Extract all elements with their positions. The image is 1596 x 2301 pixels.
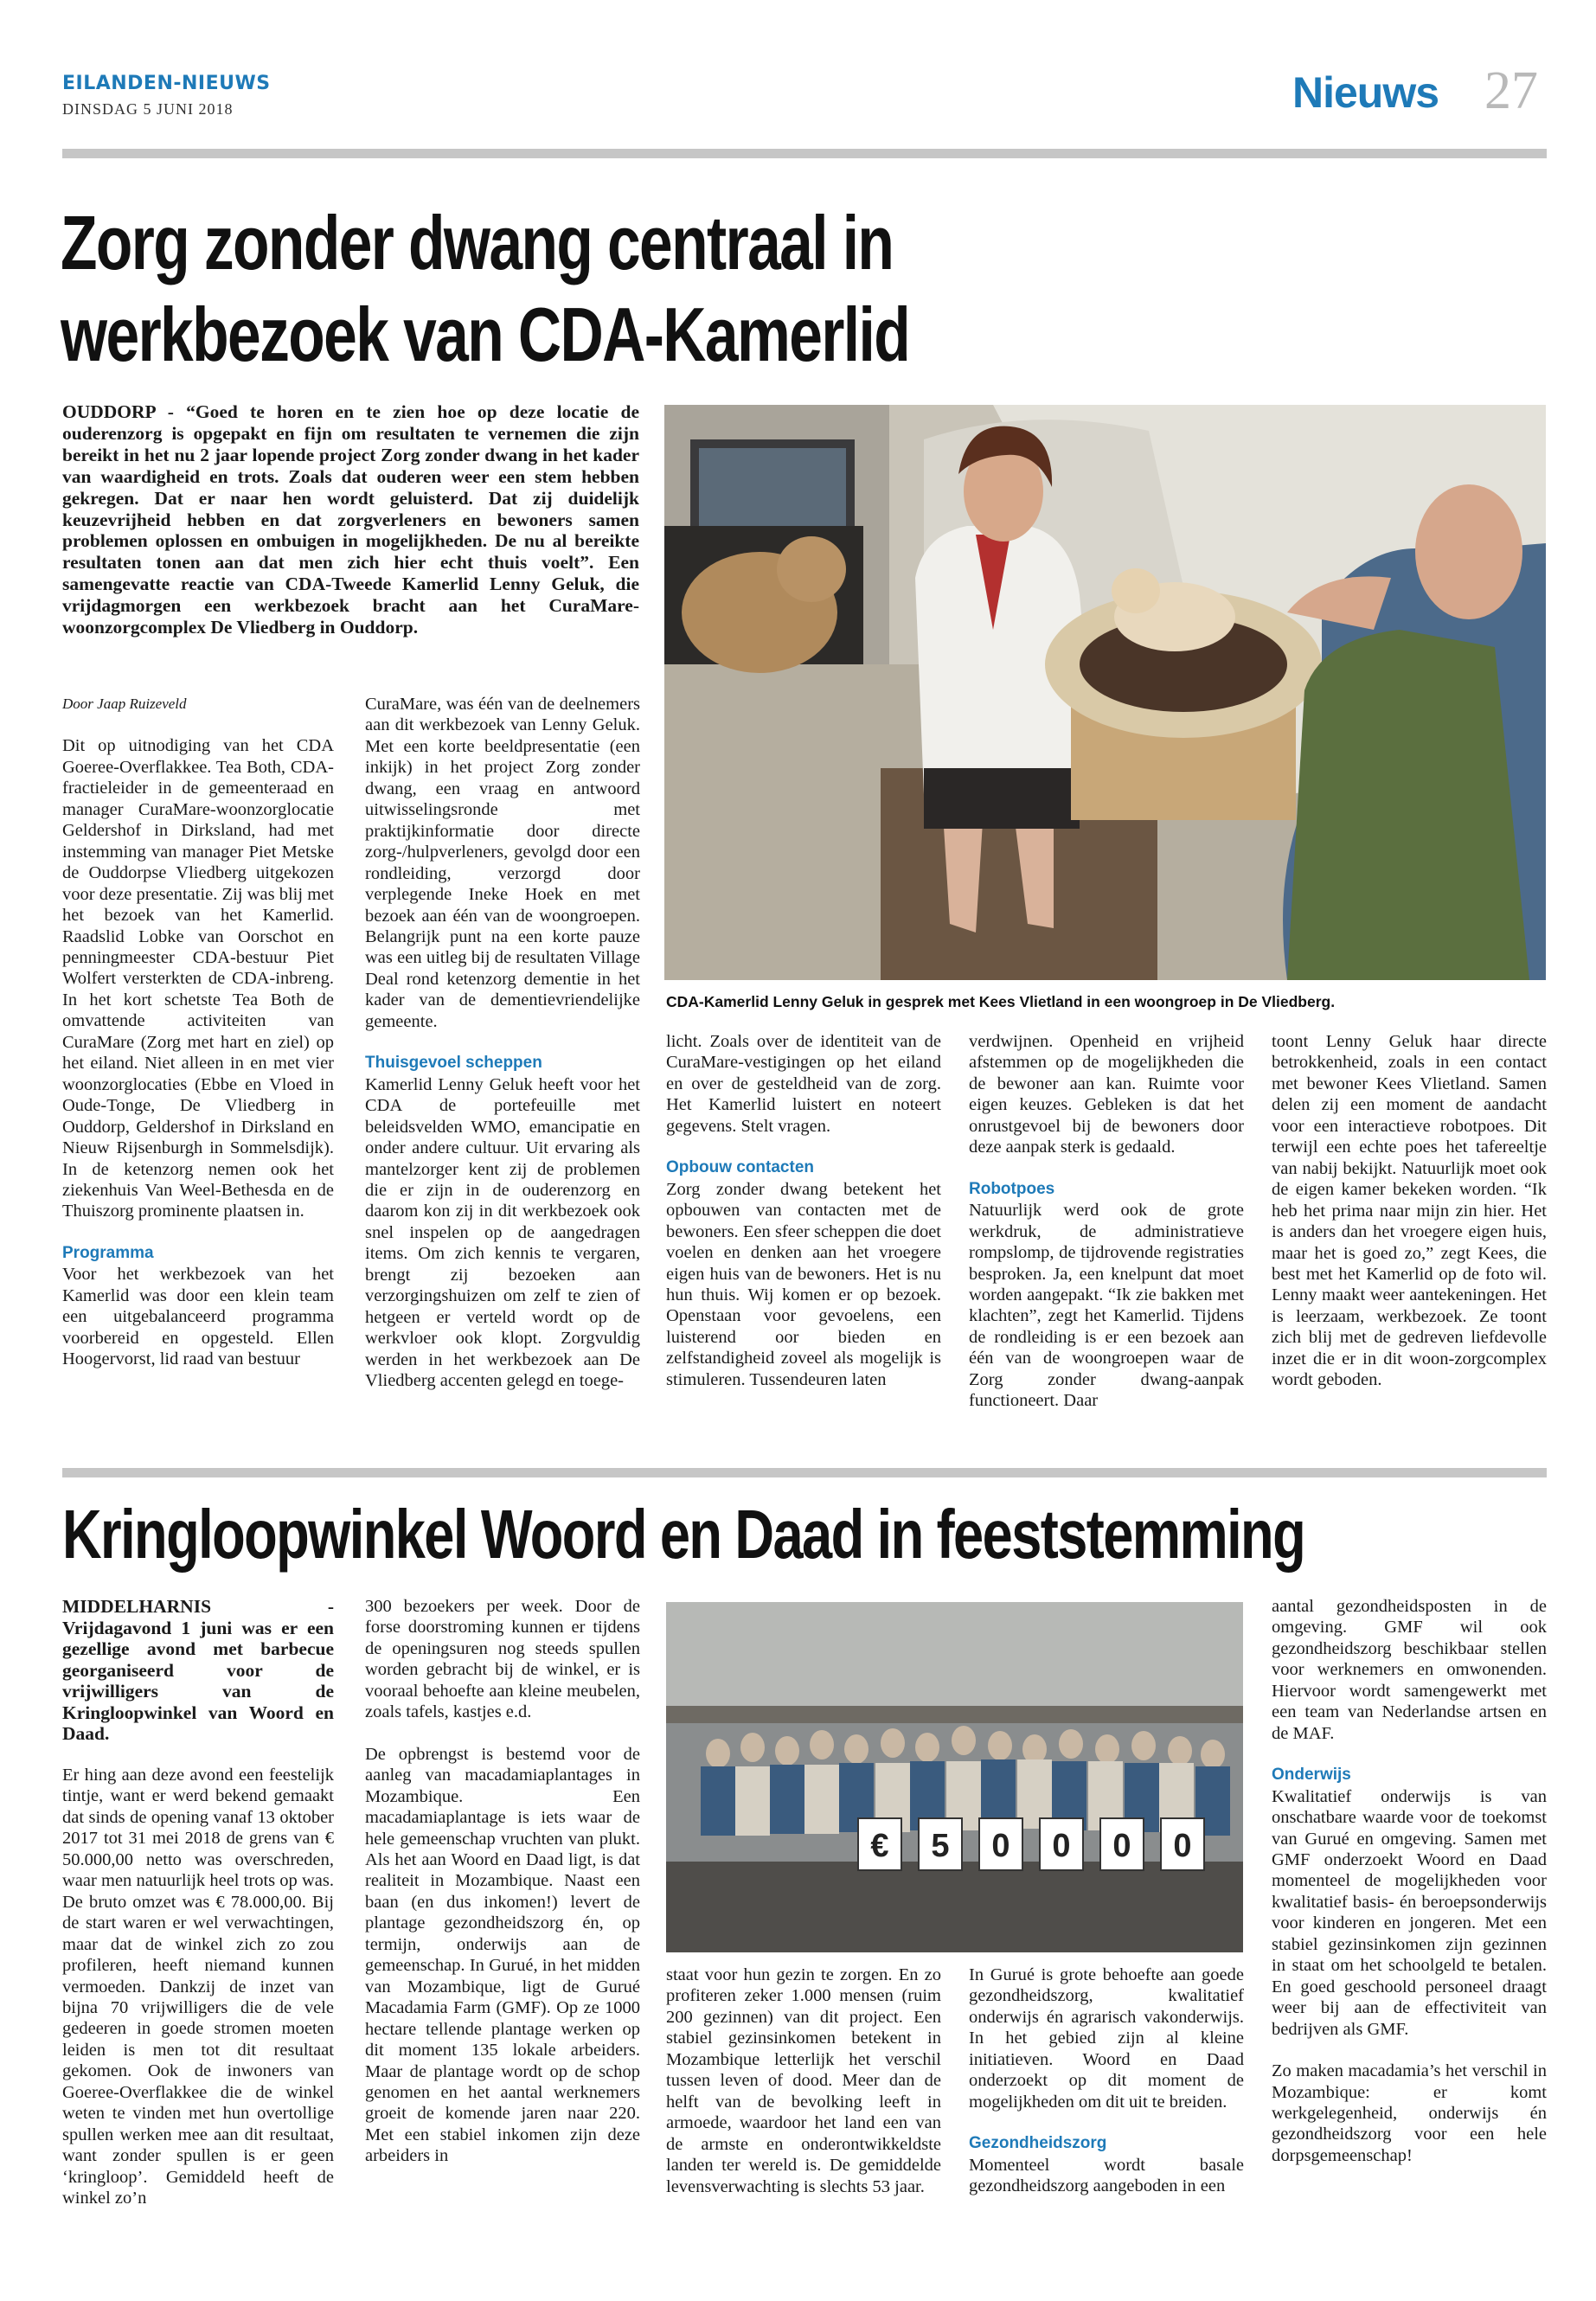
headline-line-1: Zorg zonder dwang centraal in xyxy=(61,200,894,285)
page-number: 27 xyxy=(1484,61,1538,120)
body-paragraph: staat voor hun gezin te zorgen. En zo profiteren zeker 1.000 mensen (ruim 200 gezinnen) van dit project. Een stabiel gezinsinkomen betekent in Mozambique letterlijk het verschil tussen leven of dood. Meer dan de helft van de bevolking leeft in armoede, waardoor het land een van de armste en onderontwikkeldste landen ter wereld is. De gemiddelde levensverwachting is slechts 53 jaar. xyxy=(666,1965,941,2196)
article2-column-1 xyxy=(62,1765,334,2209)
newspaper-logo: EILANDEN-NIEUWS xyxy=(62,73,271,94)
body-paragraph: aantal gezondheidsposten in de omgeving. GMF wil ook gezondheidszorg beschikbaar stellen voor werknemers en omwonenden. Hiervoor wordt samengewerkt met een team van Nederlandse artsen en de MAF. xyxy=(1272,1597,1547,1743)
body-paragraph: licht. Zoals over de identiteit van de CuraMare-vestigingen op het eiland en over de gesteldheid van de zorg. Het Kamerlid luistert en noteert gegevens. Stelt vragen. xyxy=(666,1032,941,1136)
article1-headline xyxy=(61,197,1135,381)
article1-column-5 xyxy=(1272,1031,1547,1391)
sign-digit: 5 xyxy=(931,1828,950,1864)
issue-date: DINSDAG 5 JUNI 2018 xyxy=(62,100,234,118)
body-paragraph: Kamerlid Lenny Geluk heeft voor het CDA de portefeuille met beleidsvelden WMO, emancipatie en onder andere cultuur. Uit ervaring als mantelzorger kent zij de problemen die er zijn in de ouderenzorg en daarom kon zij in dit werkbezoek ook snel inspelen op de aangedragen items. Om zich kennis te vergaren, brengt zij bezoeken aan verzorgingshuizen om zelf te zien of hetgeen er verteld wordt op de werkvloer ook klopt. Zorgvuldig werden in het werkbezoek aan De Vliedberg accenten gelegd en toege- xyxy=(365,1074,640,1391)
body-paragraph: CuraMare, was één van de deelnemers aan dit werkbezoek van Lenny Geluk. Met een korte beeldpresentatie (een inkijk) in het project Zorg zonder dwang, een vraag en antwoord uitwisselingsronde met praktijkinformatie door directe zorg-/hulpverleners, gevolgd door een rondleiding, verzorgd door verplegende Ineke Hoek en met bezoek aan één van de woongroepen. Belangrijk punt na een korte pauze was een uitleg bij de resultaten Village Deal rond ketenzorg dementie in het kader van de dementievriendelijke gemeente. xyxy=(365,695,640,1031)
body-paragraph: Er hing aan deze avond een feestelijk tintje, want er werd bekend gemaakt dat sinds de opening vanaf 13 oktober 2017 tot 31 mei 2018 de grens van € 50.000,00 netto was overschreden, waar men natuurlijk heel trots op was. De bruto omzet was € 78.000,00. Bij de start waren er wel verwachtingen, maar dat de winkel zich zo zou profileren, heeft niemand kunnen vermoeden. Dankzij de inzet van bijna 70 vrijwilligers die de vele gedeeren in goede stromen moeten leiden is men tot dit resultaat gekomen. Ook de inwoners van Goeree-Overflakkee die de winkel weten te vinden met hun overtollige spullen werken mee aan dit resultaat, want zonder spullen is er geen ‘kringloop’. Gemiddeld heeft de winkel zo’n xyxy=(62,1766,334,2208)
photo-visit-robotcat xyxy=(664,405,1546,980)
lead-paragraph: MIDDELHARNIS - Vrijdagavond 1 juni was er een gezellige avond met barbecue georganiseerd voor de vrijwilligers van de Kringloopwinkel van Woord en Daad. xyxy=(62,1596,334,1744)
article1-column-3 xyxy=(666,1031,941,1390)
photo-volunteers-group xyxy=(666,1602,1243,1952)
body-paragraph: Zo maken macadamia’s het verschil in Mozambique: er komt werkgelegenheid, onderwijs én gezondheidszorg voor een hele dorpsgemeenschap! xyxy=(1272,2061,1547,2165)
article1-column-1 xyxy=(62,694,334,1370)
subheading-robotpoes: Robotpoes xyxy=(969,1179,1055,1198)
article1-column-2 xyxy=(365,694,640,1392)
subheading-programma: Programma xyxy=(62,1243,154,1262)
lead-paragraph: OUDDORP - “Goed te horen en te zien hoe op deze locatie de ouderenzorg is opgepakt en fijn om resultaten te vernemen die zijn bereikt in het nu 2 jaar lopende project Zorg zonder dwang in het kader van waardigheid en trots. Zoals dat ouderen weer een stem hebben gekregen. Dat er naar hen wordt geluisterd. Dat zij duidelijk keuzevrijheid hebben en dat zorgverleners en bewoners samen problemen oplossen en ombuigen in mogelijkheden. De nu al bereikte resultaten tonen aan dat men zich hier echt thuis voelt”. Een samengevatte reactie van CDA-Tweede Kamerlid Lenny Geluk, die vrijdagmorgen een werkbezoek bracht aan het CuraMare-woonzorgcomplex De Vliedberg in Ouddorp. xyxy=(62,401,639,638)
headline-line-2: werkbezoek van CDA-Kamerlid xyxy=(61,292,910,377)
article2-photo xyxy=(666,1602,1243,1952)
sign-digit: 0 xyxy=(991,1828,1010,1864)
subheading-thuisgevoel: Thuisgevoel scheppen xyxy=(365,1054,542,1073)
subheading-gezondheidszorg: Gezondheidszorg xyxy=(969,2134,1107,2153)
sign-digit: € xyxy=(870,1828,889,1864)
body-paragraph: Voor het werkbezoek van het Kamerlid was door een klein team een uitgebalanceerd programma voorbereid en opgesteld. Ellen Hoogervorst, lid raad van bestuur xyxy=(62,1265,334,1369)
article2-headline xyxy=(62,1494,1596,1575)
header-rule xyxy=(62,149,1547,158)
body-paragraph: Zorg zonder dwang betekent het opbouwen van contacten met de bewoners. Een sfeer scheppen die doet voelen en denken aan het vroegere eigen huis van de bewoners. Het is nu hun thuis. Wij komen er op bezoek. Openstaan voor gevoelens, een luisterend oor bieden en zelfstandigheid zoveel als mogelijk is stimuleren. Tussendeuren laten xyxy=(666,1179,941,1389)
article1-photo xyxy=(664,405,1546,980)
headline: Kringloopwinkel Woord en Daad in feeststemming xyxy=(62,1496,1305,1573)
byline: Door Jaap Ruizeveld xyxy=(62,695,187,712)
body-paragraph: Natuurlijk werd ook de grote werkdruk, de administratieve rompslomp, de tijdrovende registraties besproken. Ja, een knelpunt dat moet worden aangepakt. “Ik zie bakken met klachten”, zegt het Kamerlid. Tijdens de rondleiding is er een bezoek aan één van de woongroepen waar de Zorg zonder dwang-aanpak functioneert. Daar xyxy=(969,1201,1244,1411)
body-paragraph: De opbrengst is bestemd voor de aanleg van macadamiaplantages in Mozambique. Een macadamiaplantage is iets waar de hele gemeenschap vruchten van plukt. Als het aan Woord en Daad ligt, is dat realiteit in Mozambique. Naast een baan (en dus inkomen!) levert de plantage gezondheidszorg én, op termijn, onderwijs aan de gemeenschap. In Gurué, in het midden van Mozambique, ligt de Gurué Macadamia Farm (GMF). Op ze 1000 hectare tellende plantage werken op dit moment 135 lokale arbeiders. Maar de plantage wordt op de schop genomen en het aantal werknemers groeit de komende jaren naar 220. Met een stabiel inkomen zijn deze arbeiders in xyxy=(365,1744,640,2166)
body-paragraph: Dit op uitnodiging van het CDA Goeree-Overflakkee. Tea Both, CDA-fractieleider in de gemeenteraad en manager CuraMare-woonzorglocatie Geldershof in Dirksland, had met instemming van manager Piet Metske de Ouddorpse Vliedberg uitgekozen voor deze presentatie. Zij was blij met het bezoek van het Kamerlid. Raadslid Lobke van Oorschot en penningmeester CDA-bestuur Piet Wolfert versterkten de CDA-inbreng. In het kort schetste Tea Both de omvattende activiteiten van CuraMare (Zorg met hart en ziel) op het eiland. Niet alleen in en met vier woonzorglocaties (Ebbe en Vloed in Oude-Tonge, De Vliedberg in Ouddorp, Geldershof in Dirksland en Nieuw Rijsenburgh in Sommelsdijk). In de ketenzorg nemen ook het ziekenhuis Van Weel-Bethesda en de Thuiszorg prominente plaatsen in. xyxy=(62,736,334,1221)
subheading-onderwijs: Onderwijs xyxy=(1272,1766,1351,1785)
article2-lead xyxy=(62,1596,334,1745)
body-paragraph: Momenteel wordt basale gezondheidszorg aangeboden in een xyxy=(969,2155,1244,2196)
sign-digit: 0 xyxy=(1112,1828,1131,1864)
article2-column-5 xyxy=(1272,1596,1547,2166)
article2-column-3 xyxy=(666,1965,941,2197)
article2-column-4 xyxy=(969,1965,1244,2197)
section-title: Nieuws xyxy=(1292,68,1439,117)
photo-caption: CDA-Kamerlid Lenny Geluk in gesprek met Kees Vlietland in een woongroep in De Vliedberg. xyxy=(666,993,1336,1010)
body-paragraph: toont Lenny Geluk haar directe betrokkenheid, zoals in een contact met bewoner Kees Vlietland. Samen delen zij een moment de aandacht voor een interactieve robotpoes. Dit terwijl een echte poes het tafereeltje van nabij bekijkt. Natuurlijk moet ook de eigen kamer bekeken worden. “Ik heb het prima naar mijn zin hier. Het is anders dan het vroegere eigen huis, maar het is goed zo,” zegt Kees, die best met het Kamerlid op de foto wil. Lenny maakt weer aantekeningen. Het is leerzaam, werkbezoek. Ze toont zich blij met de gedreven liefdevolle inzet die er in dit woon-zorgcomplex wordt geboden. xyxy=(1272,1032,1547,1390)
article1-lead xyxy=(62,401,639,638)
body-paragraph: Kwalitatief onderwijs is van onschatbare waarde voor de toekomst van Gurué en omgeving. Samen met GMF onderzoekt Woord en Daad momenteel de mogelijkheden voor kwalitatief basis- én beroepsonderwijs voor kinderen en jongeren. Met een stabiel gezinsinkomen zijn gezinnen in staat om het schoolgeld te betalen. En goed geschoold personeel draagt weer bij aan de effectiviteit van bedrijven als GMF. xyxy=(1272,1786,1547,2039)
subheading-opbouw: Opbouw contacten xyxy=(666,1158,814,1177)
body-paragraph: verdwijnen. Openheid en vrijheid afstemmen op de mogelijkheden die de bewoner aan kan. Ruimte voor eigen keuzes. Gebleken is dat het onrustgevoel bij de bewoners door deze aanpak sterk is gedaald. xyxy=(969,1032,1244,1157)
article2-column-2 xyxy=(365,1596,640,2167)
article-divider xyxy=(62,1468,1547,1477)
body-paragraph: 300 bezoekers per week. Door de forse doorstroming kunnen er tijdens de openingsuren nog steeds spullen worden gebracht bij de winkel, er is vooraal behoefte aan kleine meubelen, zoals tafels, kastjes e.d. xyxy=(365,1597,640,1722)
body-paragraph: In Gurué is grote behoefte aan goede gezondheidszorg, kwalitatief onderwijs én agrarisch vakonderwijs. In het gebied zijn al kleine initiatieven. Woord en Daad onderzoekt op dit moment de mogelijkheden om dit uit te breiden. xyxy=(969,1965,1244,2112)
sign-digit: 0 xyxy=(1052,1828,1071,1864)
sign-digit: 0 xyxy=(1173,1828,1192,1864)
article1-column-4 xyxy=(969,1031,1244,1412)
